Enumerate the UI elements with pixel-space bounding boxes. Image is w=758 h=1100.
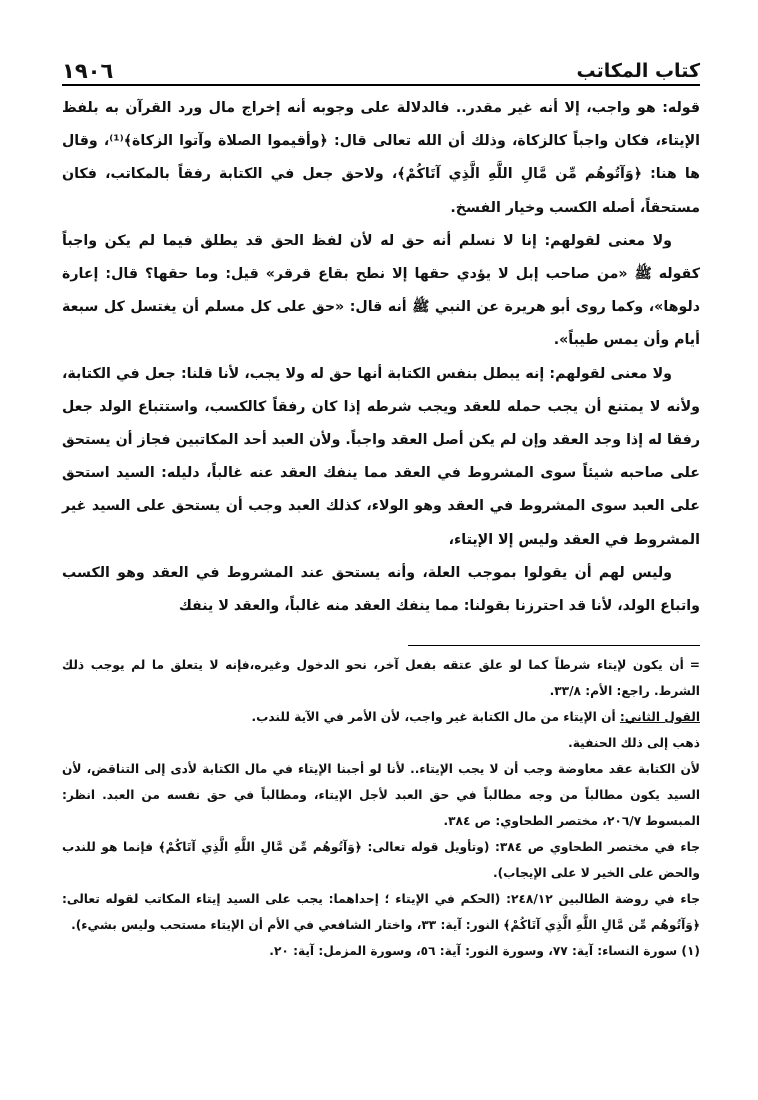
paragraph-3: ولا معنى لقولهم: إنه يبطل بنفس الكتابة أنها حق له ولا يجب، لأنا قلنا: جعل في الكتابة، ولأنه لا يمتنع أن يجب حمله للعقد ويجب شرطه إذا كان رفقاً كالكسب، واستتباع الولد جعل رفقا له إذا وجد العقد وإن لم يكن أصل العقد واجباً. ولأن العبد أحد المكاتبين فجاز أن يستحق على صاحبه شيئاً سوى المشروط في العقد مما ينفك العقد عنه غالباً، دليله: السيد استحق على العبد سوى المشروط في العقد وهو الولاء، كذلك العبد وجب أن يستحق على السيد غير المشروط في العقد وليس إلا الإيتاء، bbox=[62, 365, 700, 548]
footnote-line: جاء في مختصر الطحاوي ص ٣٨٤: (وتأويل قوله تعالى: ﴿وَآتُوهُم مِّن مَّالِ اللَّهِ الَّذِي آتَاكُمْ﴾ فإنما هو للندب والحض على الخير لا على الإيجاب). bbox=[62, 840, 700, 881]
footnote-reference-1: (١) سورة النساء: آية: ٧٧، وسورة النور: آية: ٥٦، وسورة المزمل: آية: ٢٠. bbox=[269, 944, 700, 959]
continuation-mark: = bbox=[689, 658, 700, 673]
page-number: ١٩٠٦ bbox=[62, 59, 114, 83]
paragraph-2: ولا معنى لقولهم: إنا لا نسلم أنه حق له لأن لفظ الحق قد يطلق فيما لم يكن واجباً كقوله ﷺ «من صاحب إبل لا يؤدي حقها إلا نطح بقاع قرقر» قيل: وما حقها؟ قال: إعارة دلوها»، وكما روى أبو هريرة عن النبي ﷺ أنه قال: «حق على كل مسلم أن يغتسل كل سبعة أيام وأن يمس طيباً». bbox=[62, 232, 700, 349]
footnote-text: أن الإيتاء من مال الكتابة غير واجب، لأن الأمر في الآية للندب. bbox=[251, 710, 620, 725]
footnote-line: ذهب إلى ذلك الحنفية. bbox=[568, 736, 700, 751]
footnotes bbox=[62, 652, 700, 964]
footnote-second-opinion bbox=[62, 704, 700, 730]
footnote-line: لأن الكتابة عقد معاوضة وجب أن لا يجب الإيتاء.. لأنا لو أجبنا الإيتاء في مال الكتابة لأدى إلى التناقض، لأن السيد يكون مطالباً من وجه مطالباً في حق العبد لأجل الإيتاء، ومطالباً في حق نفسه من العبد. انظر: المبسوط ٢٠٦/٧، مختصر الطحاوي: ص ٣٨٤. bbox=[62, 762, 700, 829]
footnote-continuation bbox=[62, 652, 700, 704]
main-text bbox=[62, 92, 700, 623]
footnote-line: جاء في روضة الطالبين ٢٤٨/١٢: (الحكم في الإيتاء ؛ إحداهما: يجب على السيد إيتاء المكاتب لقوله تعالى: ﴿وَآتُوهُم مِّن مَّالِ اللَّهِ الَّذِي آتَاكُمْ﴾ النور: آية: ٣٣، واختار الشافعي في الأم أن الإيتاء مستحب وليس بشيء). bbox=[62, 892, 700, 933]
book-title: كتاب المكاتب bbox=[576, 60, 700, 82]
paragraph-1: قوله: هو واجب، إلا أنه غير مقدر.. فالدلالة على وجوبه أنه إخراج مال ورد القرآن به بلفظ الإيتاء، فكان واجباً كالزكاة، وذلك أن الله تعالى قال: ﴿وأقيموا الصلاة وآتوا الزكاة﴾⁽¹⁾، وقال ها هنا: ﴿وَآتُوهُم مِّن مَّالِ اللَّهِ الَّذِي آتَاكُمْ﴾، ولاحق جعل في الكتابة رفقاً بالمكاتب، فكان مستحقاً، أصله الكسب وخيار الفسخ. bbox=[62, 100, 700, 216]
footnote-label: القول الثاني: bbox=[619, 710, 700, 725]
running-header bbox=[62, 44, 700, 86]
paragraph-4: وليس لهم أن يقولوا بموجب العلة، وأنه يستحق عند المشروط في العقد وهو الكسب واتباع الولد، لأنا قد احترزنا بقولنا: مما ينفك العقد منه غالباً، والعقد لا ينفك bbox=[62, 564, 700, 615]
footnote-divider bbox=[408, 645, 700, 646]
footnote-text: أن يكون لإيتاء شرطاً كما لو علق عتقه بفعل آخر، نحو الدخول وغيره،فإنه لا يتعلق ما لم يوجب ذلك الشرط. راجع: الأم: ٣٣/٨. bbox=[62, 658, 700, 699]
